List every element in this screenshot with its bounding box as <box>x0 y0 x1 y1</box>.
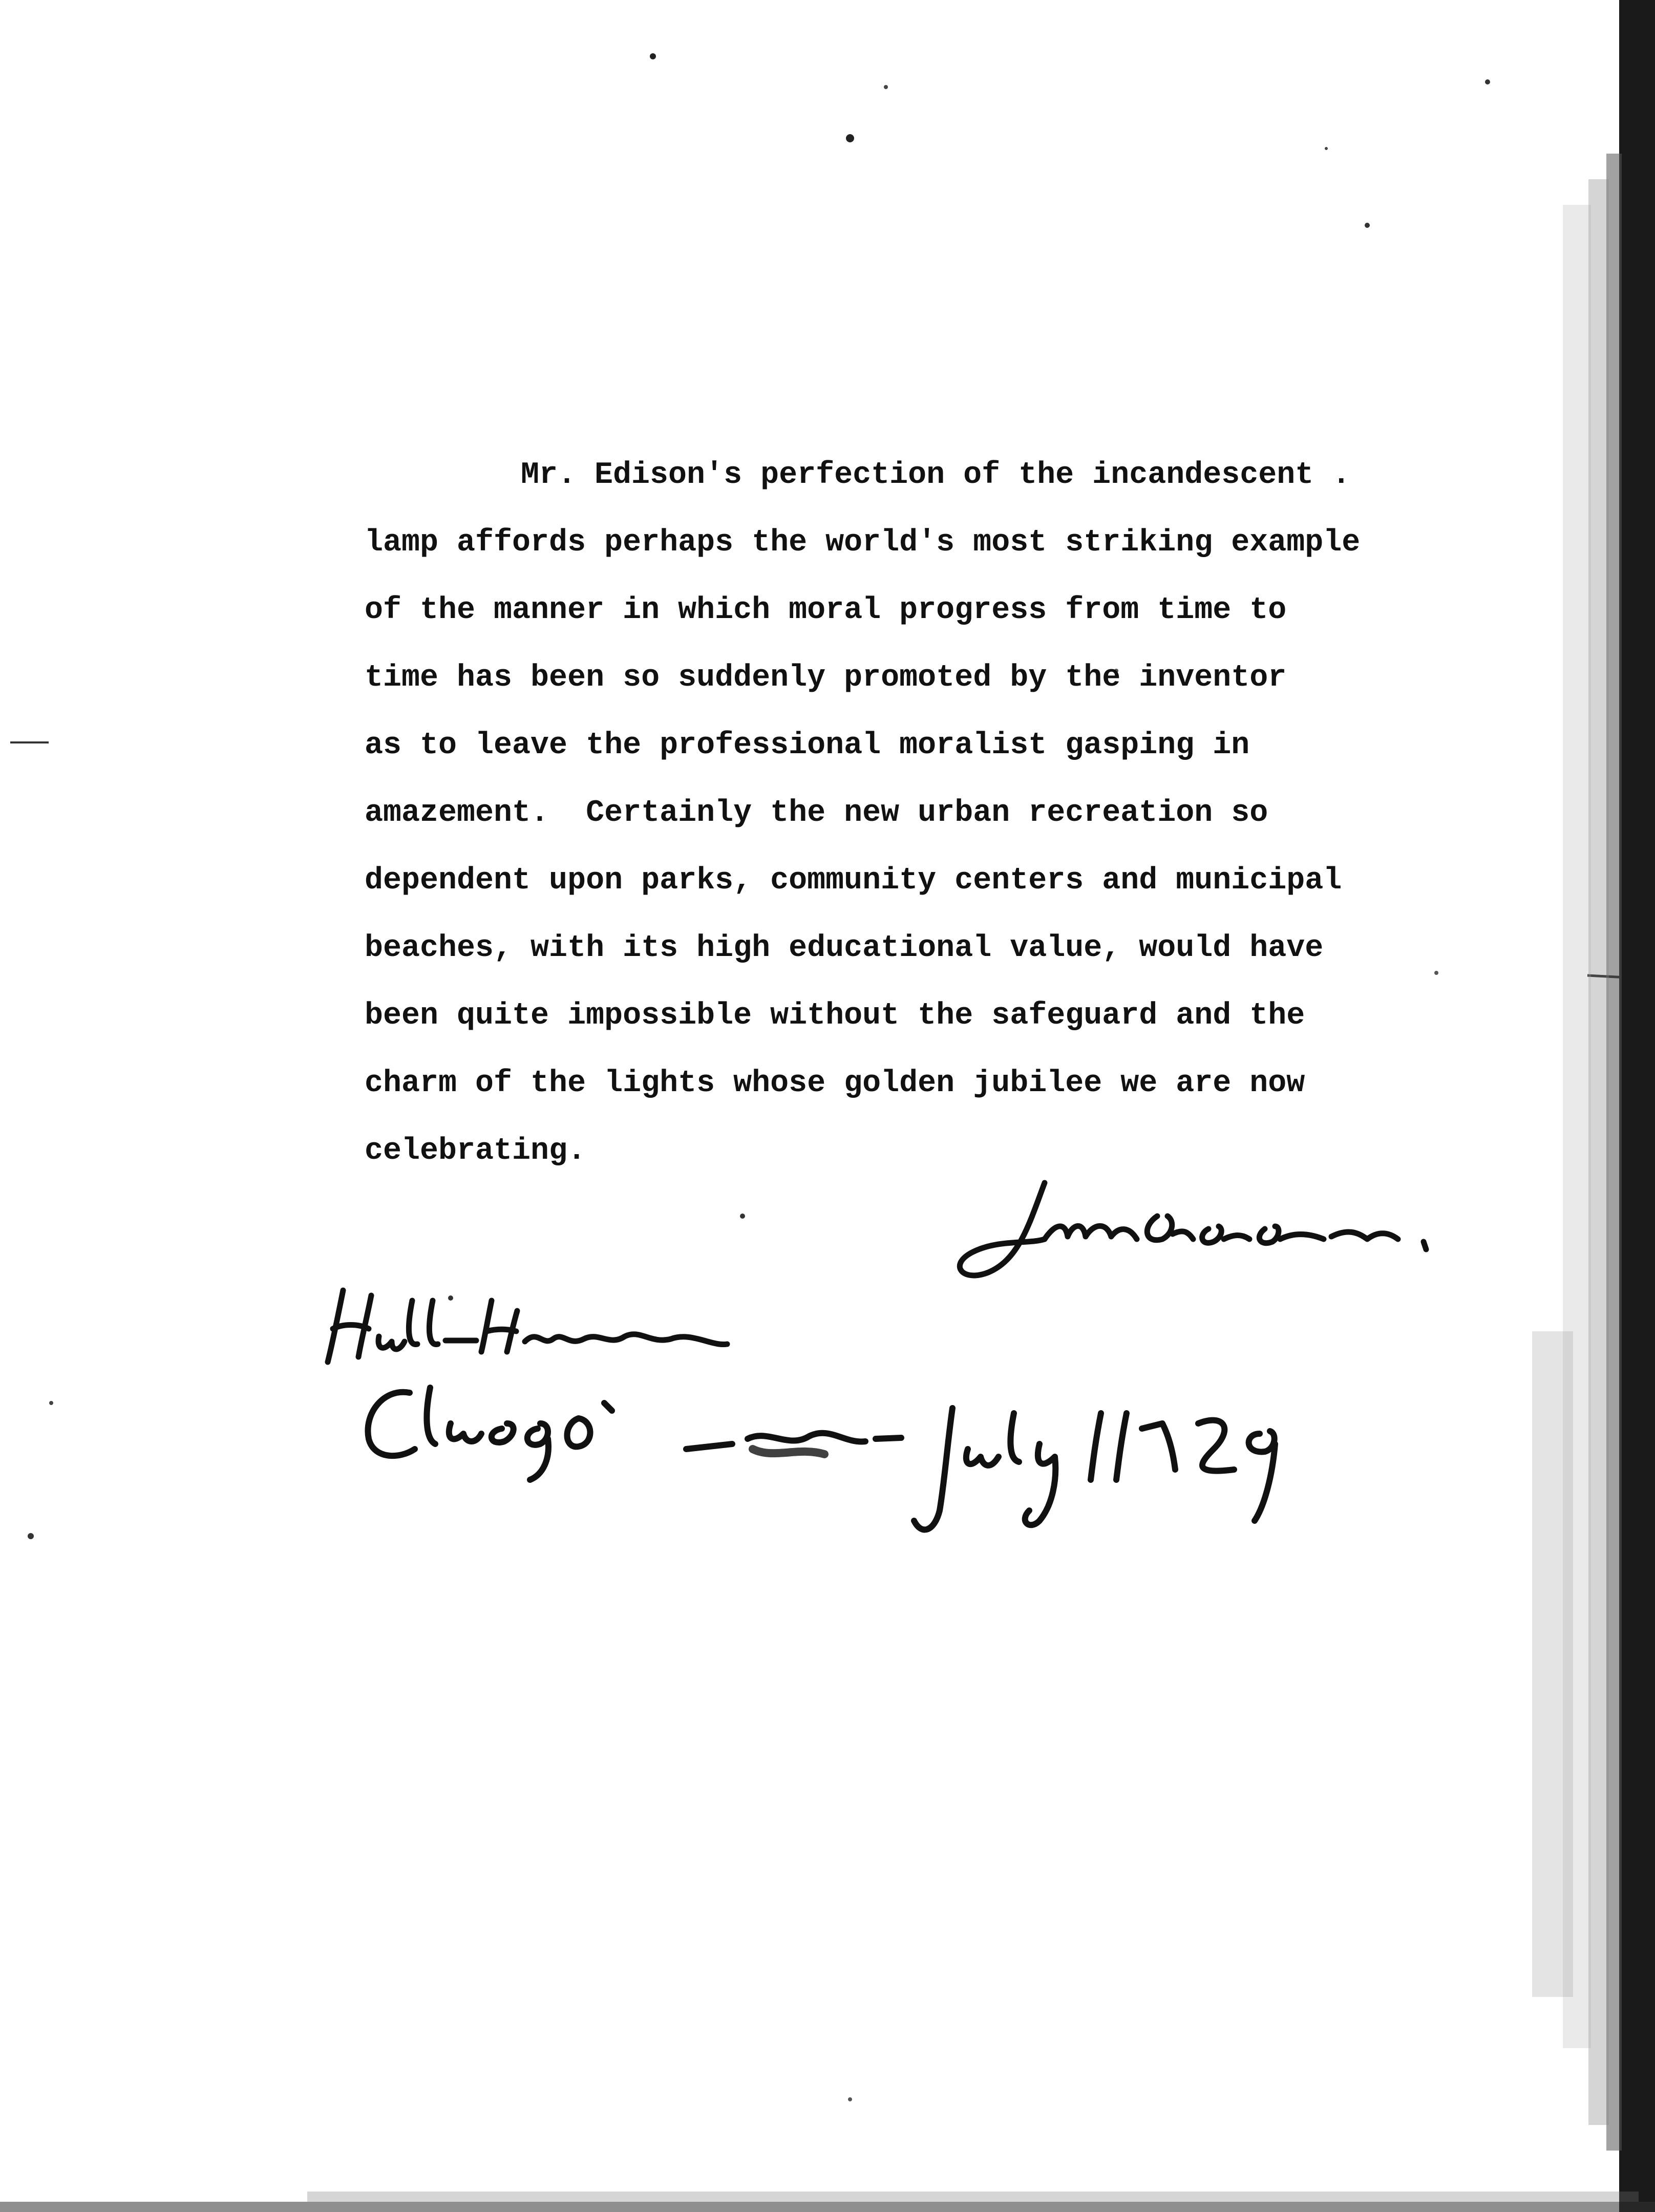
signature-place-line-1 <box>323 1280 742 1372</box>
letter-line: charm of the lights whose golden jubilee we are now <box>365 1066 1305 1101</box>
letter-line: Mr. Edison's perfection of the incandescent . <box>521 458 1351 493</box>
letter-line: as to leave the professional moralist gasping in <box>365 728 1250 763</box>
letter-line: of the manner in which moral progress from time to <box>365 593 1287 628</box>
signature-date <box>681 1393 1347 1546</box>
scan-edge-right <box>1501 0 1655 2212</box>
letter-line: beaches, with its high educational value, would have <box>365 931 1324 966</box>
signature-name <box>942 1162 1454 1295</box>
letter-body <box>365 441 1430 1185</box>
letter-line: dependent upon parks, community centers and municipal <box>365 863 1342 898</box>
letter-line: lamp affords perhaps the world's most striking example <box>365 525 1361 560</box>
letter-line: been quite impossible without the safeguard and the <box>365 998 1305 1033</box>
scan-edge-bottom <box>0 2171 1655 2212</box>
letter-line: amazement. Certainly the new urban recreation so <box>365 796 1268 831</box>
letter-line: celebrating. <box>365 1134 586 1168</box>
letter-line: time has been so suddenly promoted by the inventor <box>365 661 1287 695</box>
